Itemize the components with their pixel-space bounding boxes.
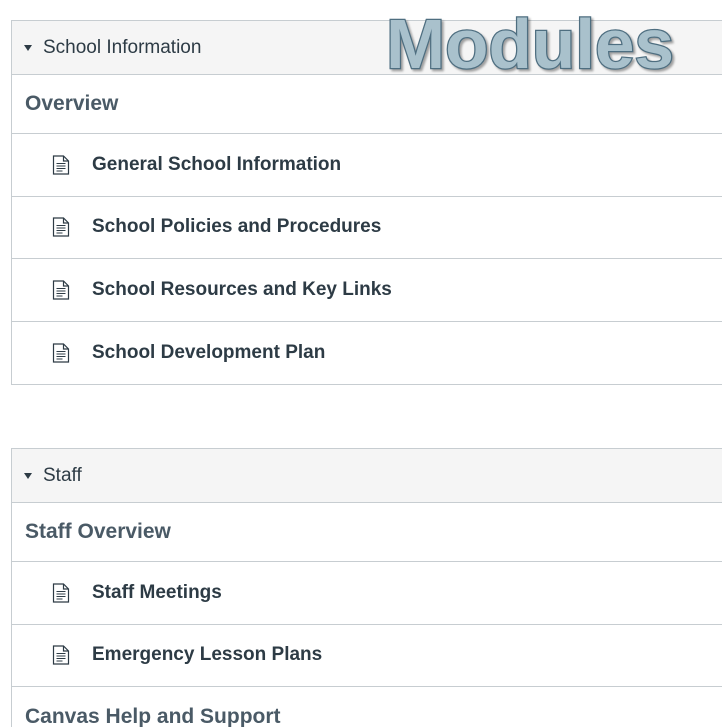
module-staff: [11, 448, 722, 727]
module-item[interactable]: [12, 625, 722, 688]
watermark-text: Modules: [386, 5, 674, 80]
module-item[interactable]: [12, 259, 722, 322]
module-item-title[interactable]: Staff Meetings: [92, 581, 222, 603]
module-item[interactable]: [12, 134, 722, 197]
module-item-title[interactable]: School Development Plan: [92, 341, 326, 363]
subheader-label: Overview: [25, 92, 119, 115]
page-icon: [52, 155, 70, 175]
module-item-title[interactable]: General School Information: [92, 153, 342, 175]
module-title: Staff: [43, 464, 82, 486]
context-subheader: [12, 687, 722, 727]
module-item[interactable]: [12, 197, 722, 260]
context-subheader: [12, 503, 722, 562]
module-item[interactable]: [12, 562, 722, 625]
page-icon: [52, 280, 70, 300]
module-title: School Information: [43, 36, 202, 58]
module-item[interactable]: [12, 322, 722, 385]
page-icon: [52, 645, 70, 665]
module-header[interactable]: [12, 449, 722, 503]
module-item-title[interactable]: Emergency Lesson Plans: [92, 644, 323, 666]
page-icon: [52, 217, 70, 237]
subheader-label: Canvas Help and Support: [25, 704, 281, 727]
caret-down-icon[interactable]: [24, 45, 32, 51]
page-icon: [52, 583, 70, 603]
caret-down-icon[interactable]: [24, 473, 32, 479]
modules-watermark-title: [383, 4, 683, 80]
context-subheader: [12, 75, 722, 134]
subheader-label: Staff Overview: [25, 520, 171, 543]
page-icon: [52, 343, 70, 363]
module-item-title[interactable]: School Resources and Key Links: [92, 278, 392, 300]
module-item-title[interactable]: School Policies and Procedures: [92, 216, 382, 238]
